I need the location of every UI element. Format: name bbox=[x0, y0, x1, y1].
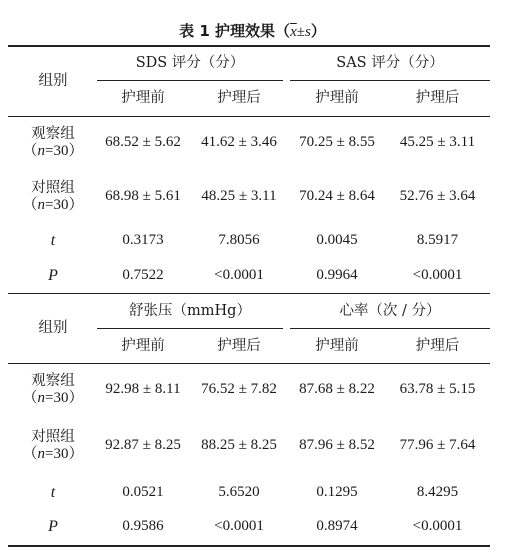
sample-size: （n=30） bbox=[22, 142, 84, 159]
caption-mean-symbol: $\overline{x}$ bbox=[290, 24, 297, 40]
table-cell: 92.87 ± 8.25 bbox=[105, 437, 181, 454]
caption-sd-symbol: s bbox=[304, 24, 311, 40]
table-caption bbox=[0, 20, 505, 41]
caption-close: ） bbox=[310, 22, 326, 40]
sas-before-header: 护理前 bbox=[315, 90, 359, 107]
table-cell: 0.0521 bbox=[122, 484, 164, 501]
table-cell: 45.25 ± 3.11 bbox=[399, 134, 476, 151]
group-name: 对照组 bbox=[31, 429, 75, 446]
table-cell: 70.24 ± 8.64 bbox=[299, 188, 375, 205]
table-cell: 77.96 ± 7.64 bbox=[399, 437, 476, 454]
table-cell: 0.0045 bbox=[316, 232, 358, 249]
group-name: 观察组 bbox=[31, 373, 75, 390]
row-label-control-1 bbox=[8, 171, 98, 223]
group-header-2: 组别 bbox=[38, 320, 68, 337]
table-cell: 87.96 ± 8.52 bbox=[299, 437, 375, 454]
table-cell: 87.68 ± 8.22 bbox=[299, 381, 375, 398]
table-cell: 7.8056 bbox=[218, 232, 260, 249]
row-label-t-1: t bbox=[50, 231, 56, 249]
table-cell: 0.1295 bbox=[316, 484, 358, 501]
row-label-observation-2 bbox=[8, 364, 98, 416]
table-cell: 0.8974 bbox=[316, 518, 358, 535]
sds-before-header: 护理前 bbox=[121, 90, 165, 107]
dbp-before-header: 护理前 bbox=[121, 337, 165, 354]
table-cell: 41.62 ± 3.46 bbox=[201, 134, 277, 151]
heart-rate-header: 心率（次 / 分） bbox=[339, 302, 441, 319]
table-cell: 68.52 ± 5.62 bbox=[105, 134, 181, 151]
table-bottom-rule bbox=[8, 545, 490, 547]
table-cell: 8.4295 bbox=[416, 484, 459, 501]
row-label-control-2 bbox=[8, 420, 98, 472]
table-cell: 70.25 ± 8.55 bbox=[299, 134, 375, 151]
sds-after-header: 护理后 bbox=[217, 90, 261, 107]
table-cell: 0.9586 bbox=[122, 518, 164, 535]
table-cell: 63.78 ± 5.15 bbox=[399, 381, 476, 398]
group-header-1: 组别 bbox=[38, 72, 68, 89]
hr-before-header: 护理前 bbox=[315, 337, 359, 354]
sample-size: （n=30） bbox=[22, 445, 84, 462]
table-cell: <0.0001 bbox=[214, 267, 264, 284]
dbp-header: 舒张压（mmHg） bbox=[129, 302, 251, 319]
dbp-after-header: 护理后 bbox=[217, 337, 261, 354]
row-label-p-1: P bbox=[48, 266, 58, 284]
row-label-observation-1 bbox=[8, 117, 98, 169]
sas-header: SAS 评分（分） bbox=[336, 54, 444, 71]
group-name: 对照组 bbox=[31, 180, 75, 197]
sas-after-header: 护理后 bbox=[415, 90, 460, 107]
row-label-p-2: P bbox=[48, 517, 58, 535]
table-cell: 8.5917 bbox=[416, 232, 459, 249]
sample-size: （n=30） bbox=[22, 389, 84, 406]
sample-size: （n=30） bbox=[22, 196, 84, 213]
table-cell: 0.9964 bbox=[316, 267, 358, 284]
table-cell: 0.7522 bbox=[122, 267, 164, 284]
caption-plusminus: ± bbox=[296, 24, 305, 40]
table-cell: 0.3173 bbox=[122, 232, 164, 249]
table-cell: 88.25 ± 8.25 bbox=[201, 437, 277, 454]
table-cell: 68.98 ± 5.61 bbox=[105, 188, 181, 205]
table-cell: 92.98 ± 8.11 bbox=[105, 381, 181, 398]
sds-header: SDS 评分（分） bbox=[135, 54, 245, 71]
table-cell: <0.0001 bbox=[412, 267, 463, 284]
table-cell: <0.0001 bbox=[412, 518, 463, 535]
table-cell: 5.6520 bbox=[218, 484, 260, 501]
hr-after-header: 护理后 bbox=[415, 337, 460, 354]
table-cell: 48.25 ± 3.11 bbox=[201, 188, 277, 205]
group-name: 观察组 bbox=[31, 126, 75, 143]
table-cell: 76.52 ± 7.82 bbox=[201, 381, 277, 398]
table-cell: <0.0001 bbox=[214, 518, 264, 535]
caption-title: 表 1 护理效果（ bbox=[179, 22, 291, 40]
row-label-t-2: t bbox=[50, 483, 56, 501]
table-cell: 52.76 ± 3.64 bbox=[399, 188, 476, 205]
